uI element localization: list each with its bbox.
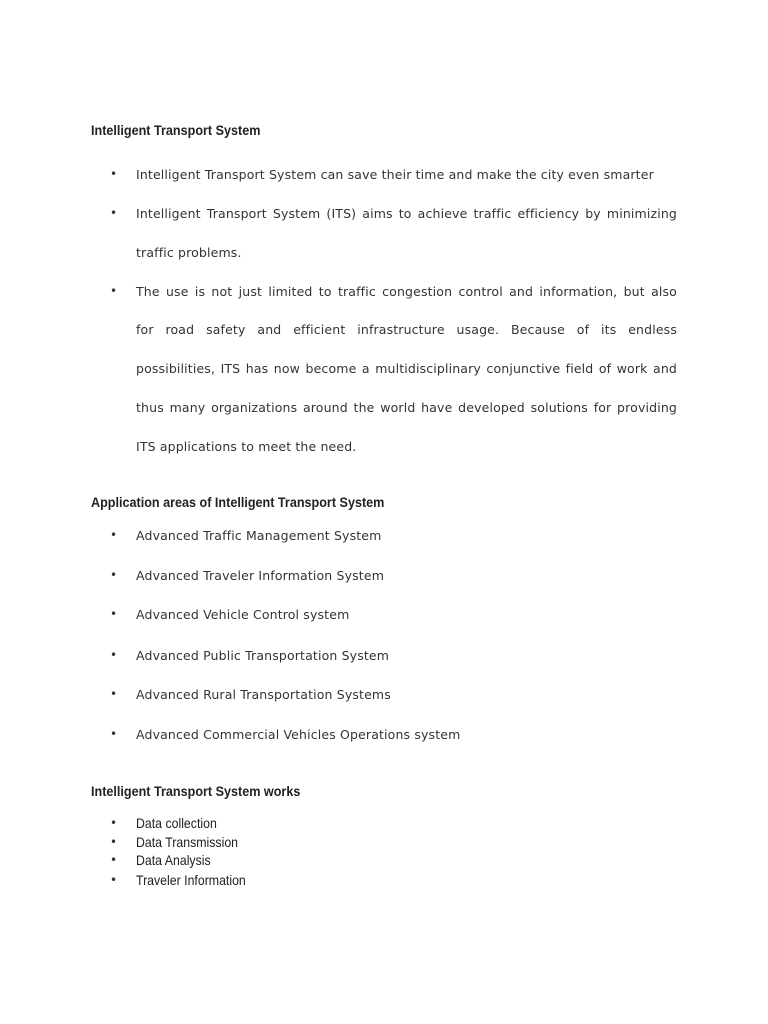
list-item-line: for road safety and efficient infrastructure usage. Because of its endless — [136, 322, 677, 337]
list-item-text: Advanced Traveler Information System — [136, 568, 385, 583]
bullet-icon: • — [110, 284, 118, 298]
bullet-icon: • — [110, 853, 118, 867]
section-heading-its-works: Intelligent Transport System works — [91, 783, 301, 799]
list-item-line: possibilities, ITS has now become a multidisciplinary conjunctive field of work and — [136, 361, 677, 376]
list-item-text: Advanced Public Transportation System — [136, 648, 390, 663]
list-item-text: Advanced Rural Transportation Systems — [136, 687, 391, 702]
list-item-text: Advanced Vehicle Control system — [136, 607, 350, 622]
bullet-icon: • — [110, 816, 118, 830]
list-item-line: Intelligent Transport System (ITS) aims to achieve traffic efficiency by minimizing — [136, 206, 677, 221]
bullet-icon: • — [110, 873, 118, 887]
bullet-icon: • — [110, 528, 118, 542]
list-item-text: Traveler Information — [136, 872, 246, 888]
list-item-line: thus many organizations around the world have developed solutions for providing — [136, 400, 677, 415]
bullet-icon: • — [110, 167, 118, 181]
bullet-icon: • — [110, 687, 118, 701]
section-heading-its: Intelligent Transport System — [91, 122, 261, 138]
bullet-icon: • — [110, 835, 118, 849]
list-item-line: traffic problems. — [136, 245, 242, 260]
list-item-line: The use is not just limited to traffic congestion control and information, but also — [136, 284, 677, 299]
bullet-icon: • — [110, 727, 118, 741]
list-item-text: Advanced Traffic Management System — [136, 528, 382, 543]
list-item-text: Data Transmission — [136, 834, 239, 850]
bullet-icon: • — [110, 206, 118, 220]
list-item-line: Intelligent Transport System can save their time and make the city even smarter — [136, 167, 654, 182]
bullet-icon: • — [110, 607, 118, 621]
list-item-text: Data Analysis — [136, 852, 211, 868]
list-item-text: Advanced Commercial Vehicles Operations system — [136, 727, 461, 742]
list-item-text: Data collection — [136, 815, 217, 831]
bullet-icon: • — [110, 648, 118, 662]
list-item-line: ITS applications to meet the need. — [136, 439, 357, 454]
section-heading-application-areas: Application areas of Intelligent Transport System — [91, 494, 385, 510]
bullet-icon: • — [110, 568, 118, 582]
